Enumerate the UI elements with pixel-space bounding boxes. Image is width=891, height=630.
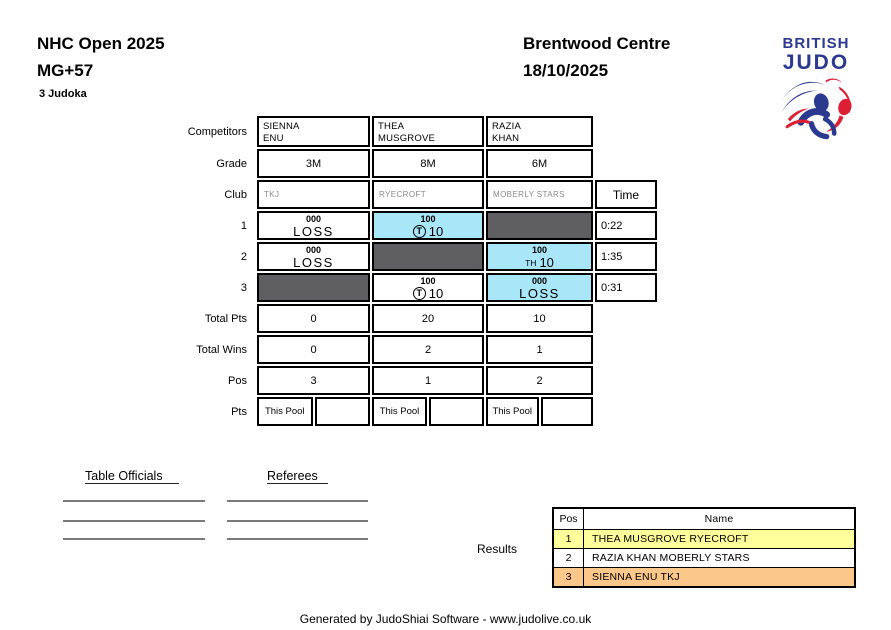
match-2-blocked-cell (372, 242, 484, 271)
match-1-cell-1 (257, 211, 370, 240)
match-1-label: 1 (240, 219, 247, 232)
results-row-1-name: THEA MUSGROVE RYECROFT (592, 533, 749, 545)
results-header-row (554, 509, 854, 529)
results-row-2-pos: 2 (554, 549, 584, 567)
match-3-blocked-cell (257, 273, 370, 302)
tomoe-symbol: T (413, 287, 426, 300)
match-2-cell-3-prefix: TH (525, 257, 537, 268)
match-1-time: 0:22 (595, 211, 657, 240)
pts-box-1 (257, 397, 370, 426)
competitor-1-first: SIENNA (263, 121, 300, 132)
time-column-header: Time (595, 180, 657, 209)
this-pool-label-3: This Pool (486, 397, 539, 426)
match-2-cell-1-score: 000 (305, 245, 322, 255)
match-2-cell-1 (257, 242, 370, 271)
match-3-cell-3-score: 000 (531, 276, 548, 286)
match-1-cell-1-result: LOSS (293, 224, 334, 239)
table-officials-signature-line (63, 538, 205, 540)
grade-1: 3M (257, 149, 370, 178)
match-2-time: 1:35 (595, 242, 657, 271)
results-row-2 (554, 548, 854, 567)
event-date: 18/10/2025 (523, 61, 609, 80)
event-title: NHC Open 2025 (37, 34, 165, 53)
match-3-cell-2 (372, 273, 484, 302)
match-1-cell-2-result: 10 (428, 224, 444, 239)
row-label-pos: Pos (228, 374, 247, 387)
club-1: TKJ (257, 180, 370, 209)
competitor-name-3 (486, 116, 593, 147)
total-pts-1: 0 (257, 304, 370, 333)
match-3-cell-2-score: 100 (420, 276, 436, 286)
pts-box-3 (486, 397, 593, 426)
total-wins-3: 1 (486, 335, 593, 364)
table-officials-signature-line (63, 500, 205, 502)
results-row-3-name: SIENNA ENU TKJ (592, 571, 680, 583)
judoka-count: 3 Judoka (39, 88, 87, 100)
logo-text-british: BRITISH (782, 35, 850, 52)
total-wins-2: 2 (372, 335, 484, 364)
match-3-time: 0:31 (595, 273, 657, 302)
match-2-cell-1-result: LOSS (293, 255, 334, 270)
match-3-label: 3 (240, 281, 247, 294)
results-col-pos: Pos (554, 509, 584, 529)
results-row-3 (554, 567, 854, 586)
category-title: MG+57 (37, 61, 94, 80)
this-pool-label-2: This Pool (372, 397, 427, 426)
results-table (552, 507, 856, 588)
total-wins-1: 0 (257, 335, 370, 364)
competitor-3-last: KHAN (492, 133, 520, 145)
referees-heading: Referees (267, 469, 328, 484)
pts-value-cell-3 (541, 397, 594, 426)
total-pts-2: 20 (372, 304, 484, 333)
pool-table (189, 116, 657, 426)
pts-value-cell-1 (315, 397, 371, 426)
row-label-pts: Pts (231, 405, 247, 418)
referees-signature-line (227, 500, 368, 502)
results-col-name: Name (704, 513, 734, 525)
match-1-cell-1-score: 000 (305, 214, 322, 224)
match-3-cell-2-result: 10 (428, 286, 444, 301)
row-label-total-pts: Total Pts (204, 312, 247, 325)
match-3-cell-3 (486, 273, 593, 302)
match-1-cell-2 (372, 211, 484, 240)
results-label: Results (477, 542, 518, 556)
logo-text-judo: JUDO (782, 50, 850, 74)
tomoe-symbol: T (413, 225, 426, 238)
match-2-cell-3 (486, 242, 593, 271)
british-judo-logo (773, 36, 859, 150)
pts-box-2 (372, 397, 484, 426)
match-1-cell-2-score: 100 (420, 214, 436, 224)
match-3-cell-3-result: LOSS (519, 286, 560, 301)
grade-2: 8M (372, 149, 484, 178)
total-pts-3: 10 (486, 304, 593, 333)
judo-figures-icon (778, 75, 854, 145)
results-row-1-pos: 1 (554, 530, 584, 548)
competitor-1-last: ENU (263, 133, 284, 145)
referees-signature-line (227, 538, 368, 540)
grade-3: 6M (486, 149, 593, 178)
match-1-blocked-cell (486, 211, 593, 240)
match-2-cell-3-result: 10 (539, 255, 554, 270)
results-row-2-name: RAZIA KHAN MOBERLY STARS (592, 552, 750, 564)
pts-value-cell-2 (429, 397, 484, 426)
pos-2: 1 (372, 366, 484, 395)
competitor-2-last: MUSGROVE (378, 133, 436, 145)
club-2: RYECROFT (372, 180, 484, 209)
table-officials-heading: Table Officials (85, 469, 179, 484)
competitor-2-first: THEA (378, 121, 405, 132)
row-label-total-wins: Total Wins (196, 343, 247, 356)
match-2-label: 2 (240, 250, 247, 263)
competitor-name-2 (372, 116, 484, 147)
pos-1: 3 (257, 366, 370, 395)
row-label-grade: Grade (216, 157, 247, 170)
competitor-3-first: RAZIA (492, 121, 521, 132)
row-label-competitors: Competitors (187, 125, 247, 138)
competitor-name-1 (257, 116, 370, 147)
generator-credit: Generated by JudoShiai Software - www.judolive.co.uk (299, 612, 592, 626)
venue: Brentwood Centre (523, 34, 671, 53)
table-officials-signature-line (63, 520, 205, 522)
results-row-1 (554, 529, 854, 548)
this-pool-label-1: This Pool (257, 397, 313, 426)
pos-3: 2 (486, 366, 593, 395)
club-3: MOBERLY STARS (486, 180, 593, 209)
results-row-3-pos: 3 (554, 568, 584, 586)
row-label-club: Club (224, 188, 247, 201)
match-2-cell-3-score: 100 (531, 245, 548, 255)
referees-signature-line (227, 520, 368, 522)
